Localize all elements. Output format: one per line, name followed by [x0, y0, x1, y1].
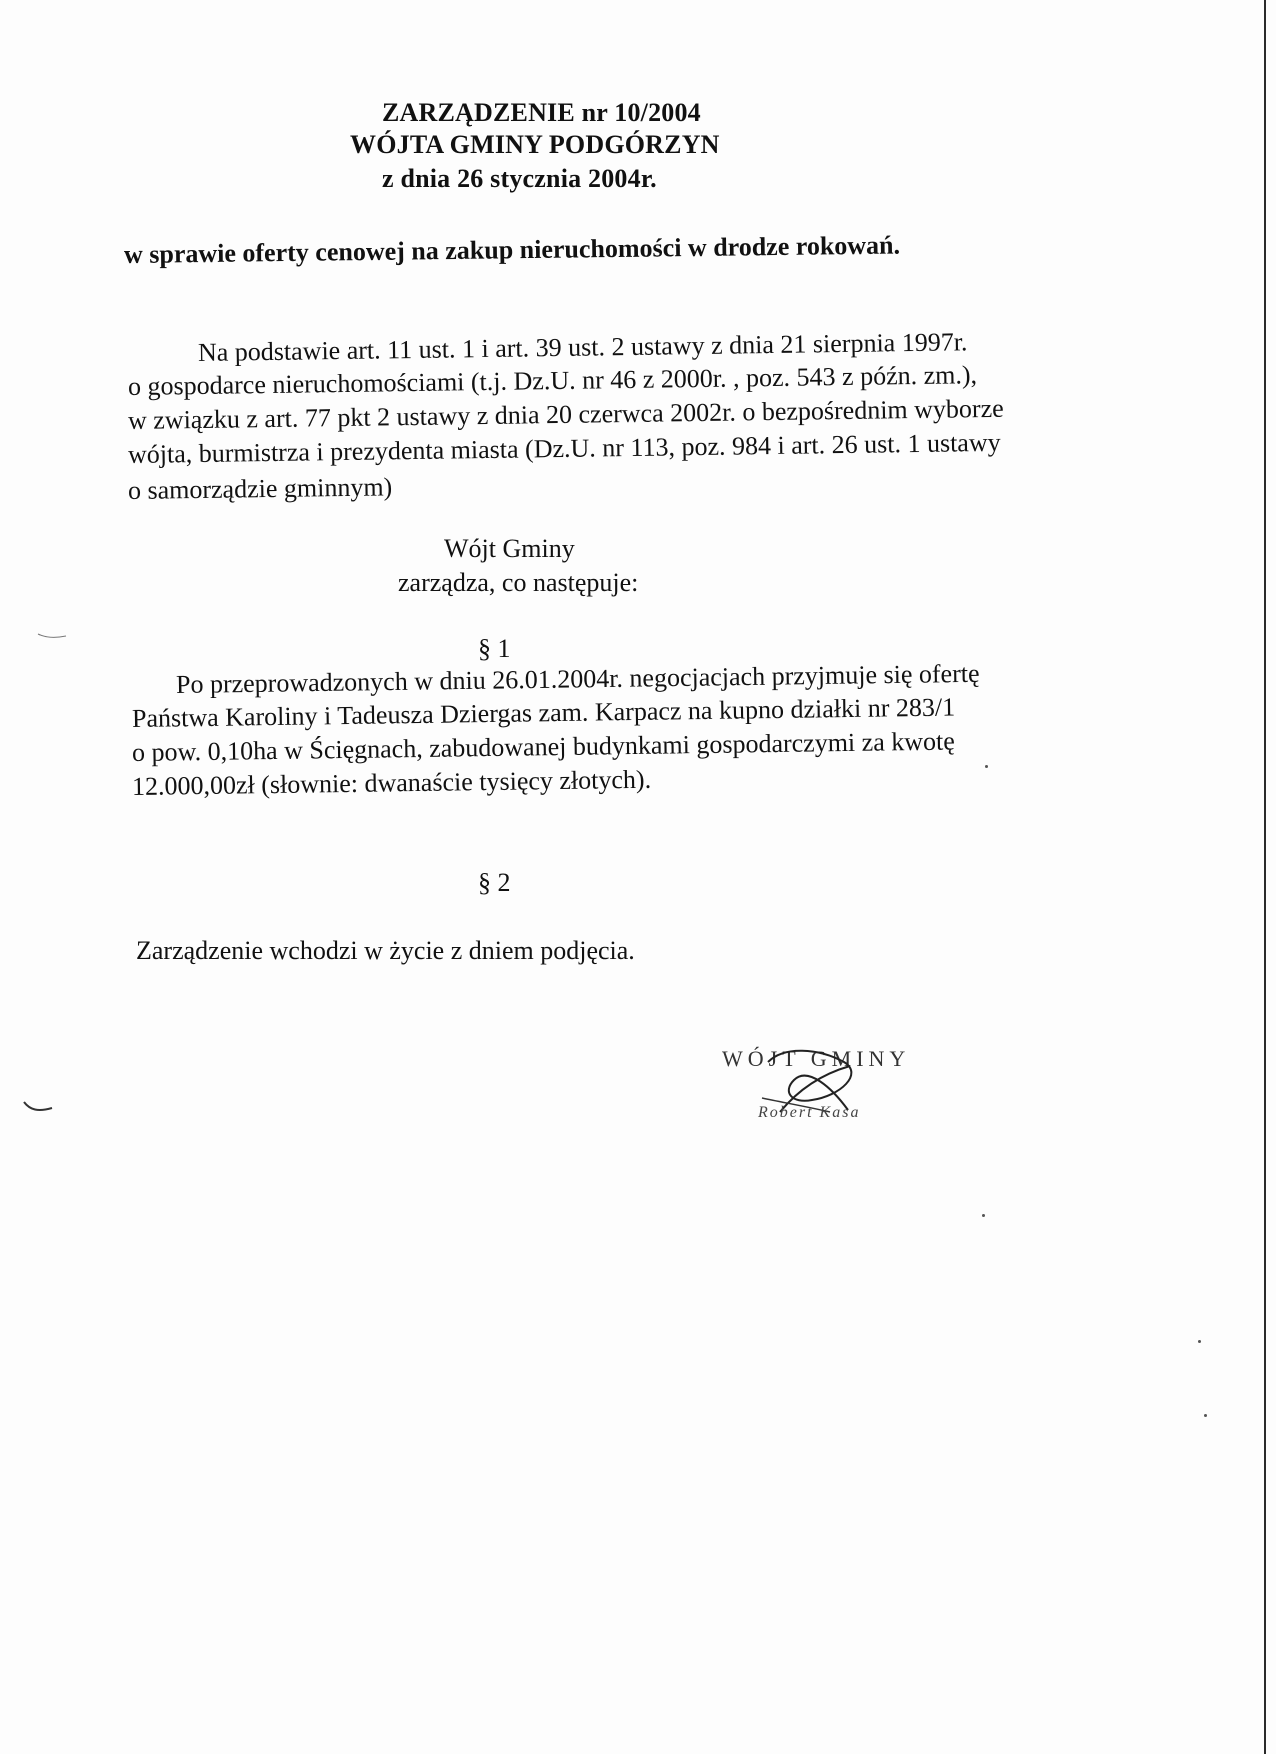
preamble-line: o gospodarce nieruchomościami (t.j. Dz.U. nr 46 z 2000r. , poz. 543 z późn. zm.), — [127, 360, 978, 401]
section-1-line: Państwa Karoliny i Tadeusza Dziergas zam. Karpacz na kupno działki nr 283/1 — [131, 692, 956, 733]
preamble-line: Na podstawie art. 11 ust. 1 i art. 39 ust. 2 ustawy z dnia 21 sierpnia 1997r. — [197, 327, 968, 367]
scan-edge — [1264, 0, 1266, 1754]
signature-title: WÓJT GMINY — [722, 1046, 911, 1071]
decree-authority: Wójt Gminy — [444, 534, 575, 563]
section-2-text: Zarządzenie wchodzi w życie z dniem podjęcia. — [136, 936, 635, 965]
scan-mark — [36, 632, 76, 642]
section-2-heading: § 2 — [478, 868, 511, 897]
signature-name: Robert Kasa — [758, 1104, 861, 1121]
scan-speck — [1198, 1340, 1201, 1343]
preamble-line: w związku z art. 77 pkt 2 ustawy z dnia 20 czerwca 2002r. o bezpośrednim wyborze — [127, 393, 1004, 435]
section-1-heading: § 1 — [478, 634, 511, 663]
preamble-line: o samorządzie gminnym) — [127, 472, 393, 505]
preamble-line: wójta, burmistrza i prezydenta miasta (Dz.U. nr 113, poz. 984 i art. 26 ust. 1 ustawy — [127, 427, 1001, 469]
scan-speck — [982, 1214, 985, 1217]
decree-intro: zarządza, co następuje: — [398, 568, 639, 597]
header-authority: WÓJTA GMINY PODGÓRZYN — [350, 130, 720, 159]
section-1-line: 12.000,00zł (słownie: dwanaście tysięcy złotych). — [131, 764, 652, 801]
section-1-line: o pow. 0,10ha w Ścięgnach, zabudowanej budynkami gospodarczymi za kwotę — [131, 726, 955, 767]
header-date: z dnia 26 stycznia 2004r. — [382, 164, 657, 193]
header-title: ZARZĄDZENIE nr 10/2004 — [382, 98, 701, 127]
section-1-line: Po przeprowadzonych w dniu 26.01.2004r. negocjacjach przyjmuje się ofertę — [175, 658, 980, 699]
signature-block — [722, 1040, 952, 1130]
scan-mark — [22, 1098, 62, 1118]
scan-speck — [1204, 1414, 1207, 1417]
subject-line: w sprawie oferty cenowej na zakup nieruchomości w drodze rokowań. — [123, 230, 901, 269]
scan-speck — [985, 765, 988, 768]
